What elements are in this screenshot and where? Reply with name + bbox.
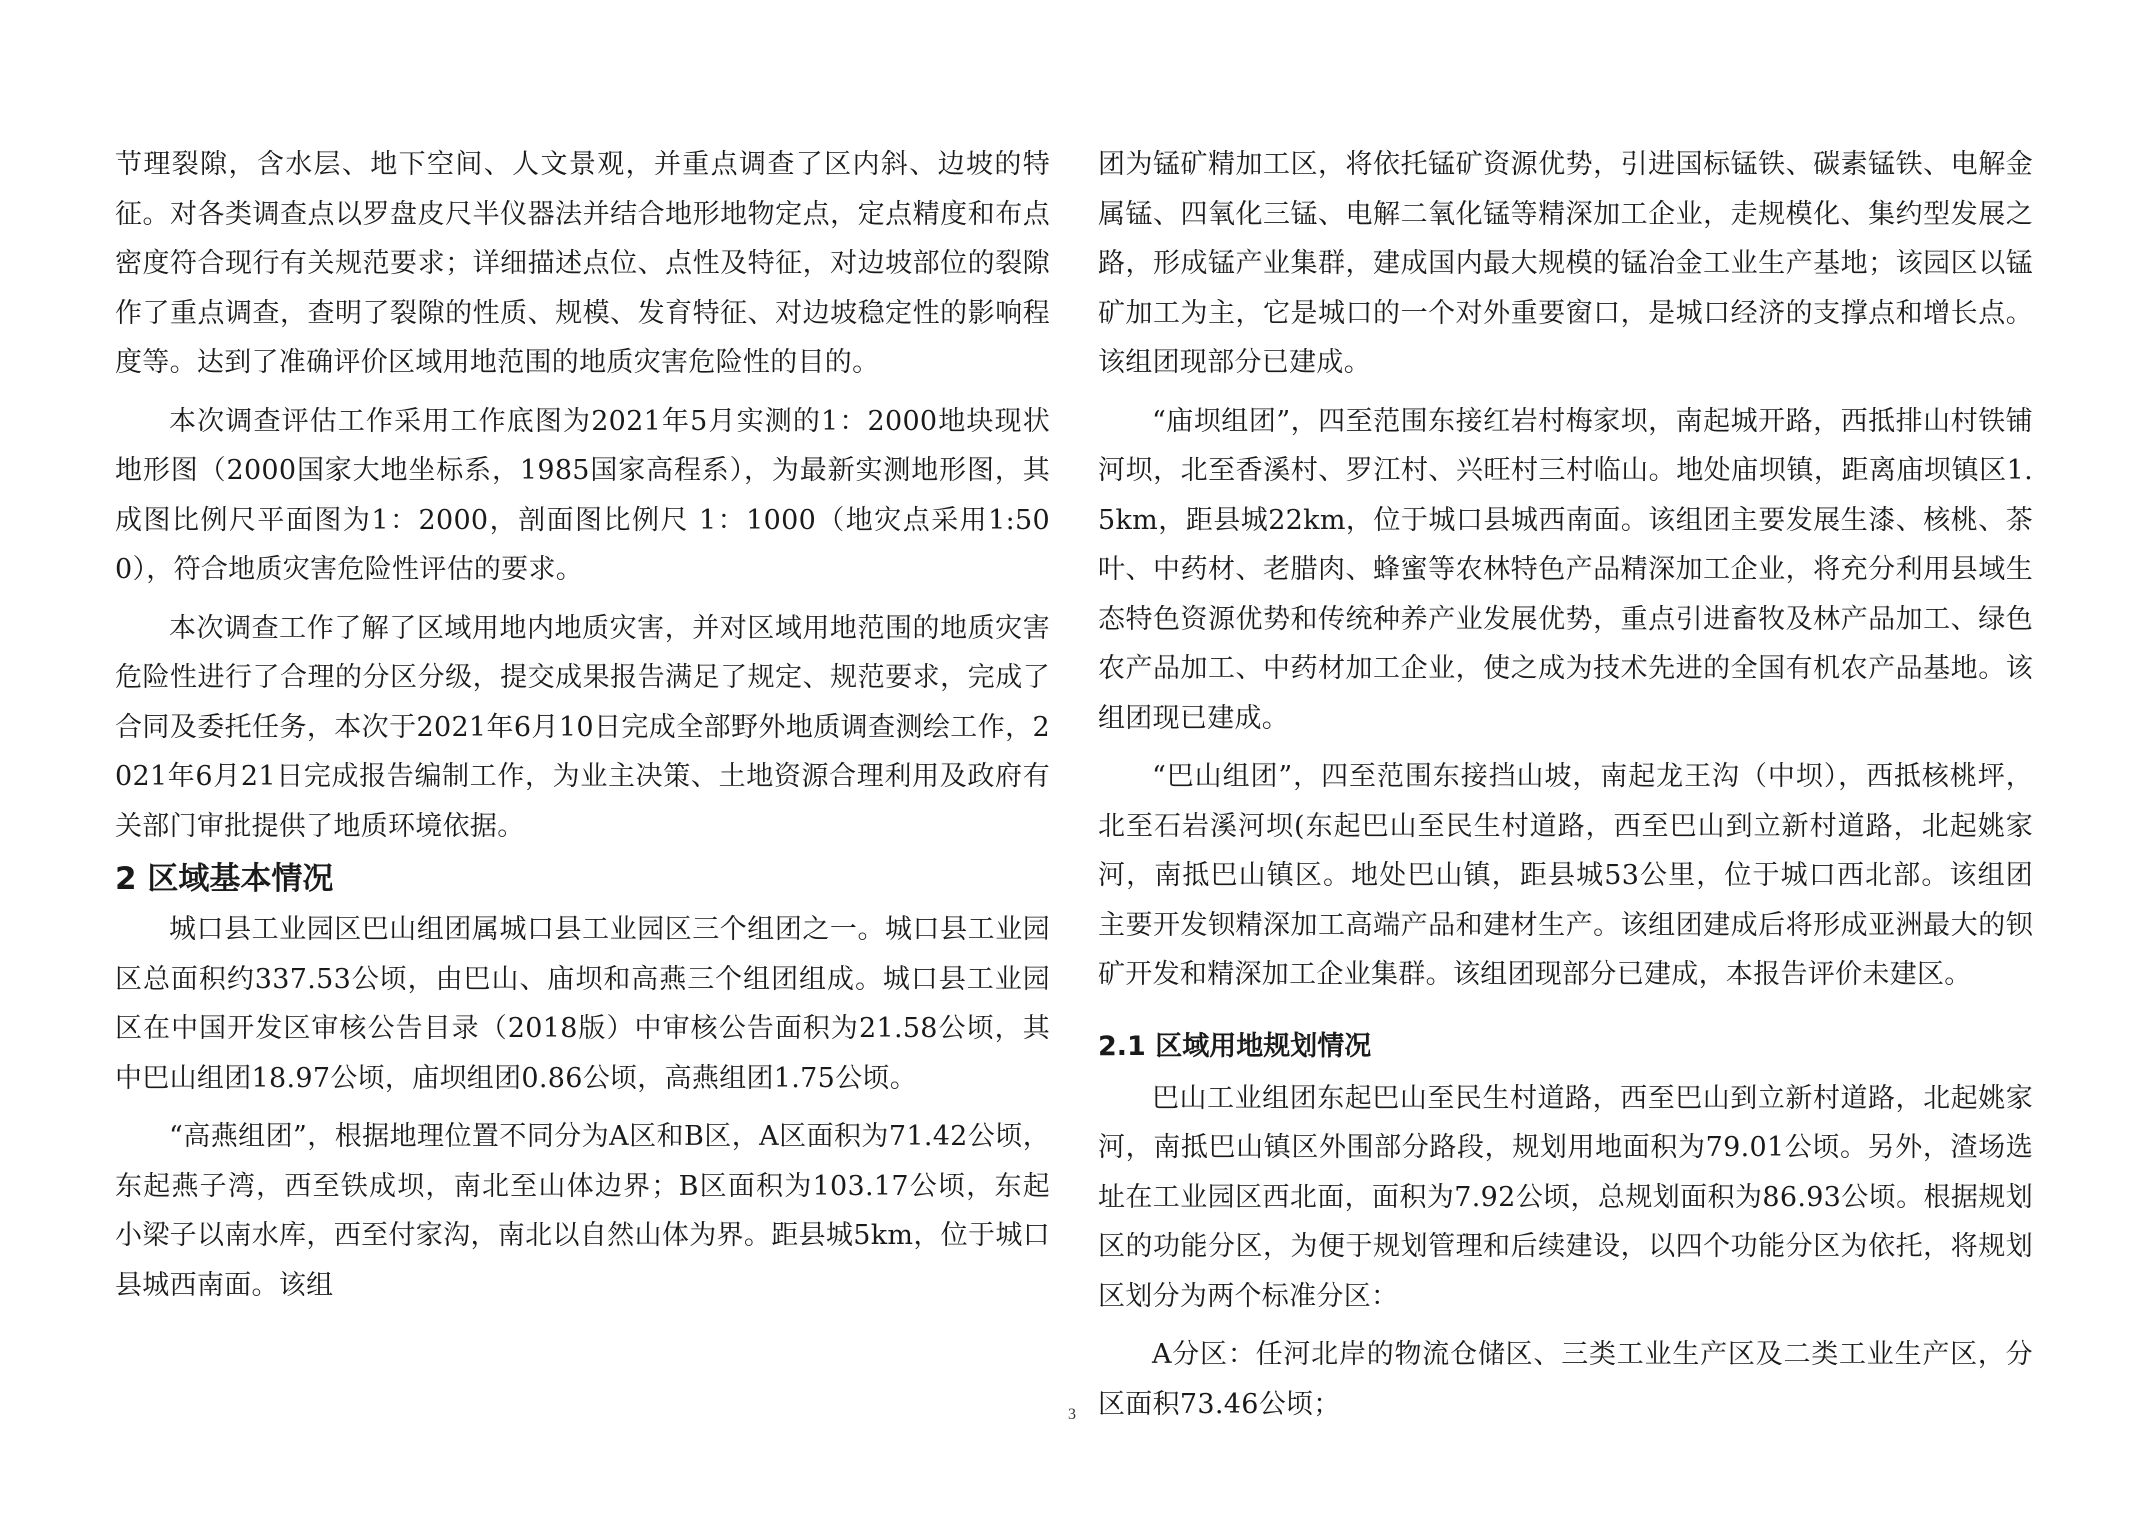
paragraph: “巴山组团”，四至范围东接挡山坡，南起龙王沟（中坝），西抵核桃坪，北至石岩溪河坝(东起巴山至民生村道路，西至巴山到立新村道路，北起姚家河，南抵巴山镇区。地处巴山镇，距县城53公里，位于城口西北部。该组团主要开发钡精深加工高端产品和建材生产。该组团建成后将形成亚洲最大的钡矿开发和精深加工企业集群。该组团现部分已建成，本报告评价未建区。	[1098, 761, 2033, 990]
paragraph: 城口县工业园区巴山组团属城口县工业园区三个组团之一。城口县工业园区总面积约337.53公顷，由巴山、庙坝和高燕三个组团组成。城口县工业园区在中国开发区审核公告目录（2018版）中审核公告面积为21.58公顷，其中巴山组团18.97公顷，庙坝组团0.86公顷，高燕组团1.75公顷。	[115, 914, 1050, 1094]
subsection-heading: 2.1 区域用地规划情况	[1098, 1030, 1372, 1062]
paragraph: 本次调查工作了解了区域用地内地质灾害，并对区域用地范围的地质灾害危险性进行了合理的分区分级，提交成果报告满足了规定、规范要求，完成了合同及委托任务，本次于2021年6月10日完成全部野外地质调查测绘工作，2021年6月21日完成报告编制工作，为业主决策、土地资源合理利用及政府有关部门审批提供了地质环境依据。	[115, 612, 1050, 842]
section-heading: 2 区域基本情况	[115, 861, 334, 897]
paragraph: 节理裂隙，含水层、地下空间、人文景观，并重点调查了区内斜、边坡的特征。对各类调查点以罗盘皮尺半仪器法并结合地形地物定点，定点精度和布点密度符合现行有关规范要求；详细描述点位、点性及特征，对边坡部位的裂隙作了重点调查，查明了裂隙的性质、规模、发育特征、对边坡稳定性的影响程度等。达到了准确评价区域用地范围的地质灾害危险性的目的。	[115, 149, 1050, 378]
paragraph: A分区：任河北岸的物流仓储区、三类工业生产区及二类工业生产区，分区面积73.46公顷；	[1098, 1339, 2033, 1420]
paragraph: 团为锰矿精加工区，将依托锰矿资源优势，引进国标锰铁、碳素锰铁、电解金属锰、四氧化三锰、电解二氧化锰等精深加工企业，走规模化、集约型发展之路，形成锰产业集群，建成国内最大规模的锰冶金工业生产基地；该园区以锰矿加工为主，它是城口的一个对外重要窗口，是城口经济的支撑点和增长点。该组团现部分已建成。	[1098, 149, 2033, 378]
left-column	[115, 140, 1050, 1310]
page-number: 3	[1068, 1406, 1076, 1423]
paragraph: “高燕组团”，根据地理位置不同分为A区和B区，A区面积为71.42公顷，东起燕子湾，西至铁成坝，南北至山体边界；B区面积为103.17公顷，东起小梁子以南水库，西至付家沟，南北以自然山体为界。距县城5km，位于城口县城西南面。该组	[115, 1121, 1050, 1301]
paragraph: 巴山工业组团东起巴山至民生村道路，西至巴山到立新村道路，北起姚家河，南抵巴山镇区外围部分路段，规划用地面积为79.01公顷。另外，渣场选址在工业园区西北面，面积为7.92公顷，总规划面积为86.93公顷。根据规划区的功能分区，为便于规划管理和后续建设，以四个功能分区为依托，将规划区划分为两个标准分区：	[1098, 1082, 2033, 1312]
paragraph: “庙坝组团”，四至范围东接红岩村梅家坝，南起城开路，西抵排山村铁铺河坝，北至香溪村、罗江村、兴旺村三村临山。地处庙坝镇，距离庙坝镇区1.5km，距县城22km，位于城口县城西南面。该组团主要发展生漆、核桃、茶叶、中药材、老腊肉、蜂蜜等农林特色产品精深加工企业，将充分利用县域生态特色资源优势和传统种养产业发展优势，重点引进畜牧及林产品加工、绿色农产品加工、中药材加工企业，使之成为技术先进的全国有机农产品基地。该组团现已建成。	[1098, 405, 2033, 734]
right-column	[1098, 140, 2033, 1429]
paragraph: 本次调查评估工作采用工作底图为2021年5月实测的1：2000地块现状地形图（2000国家大地坐标系，1985国家高程系），为最新实测地形图，其成图比例尺平面图为1：2000，剖面图比例尺 1：1000（地灾点采用1:500），符合地质灾害危险性评估的要求。	[115, 405, 1050, 585]
